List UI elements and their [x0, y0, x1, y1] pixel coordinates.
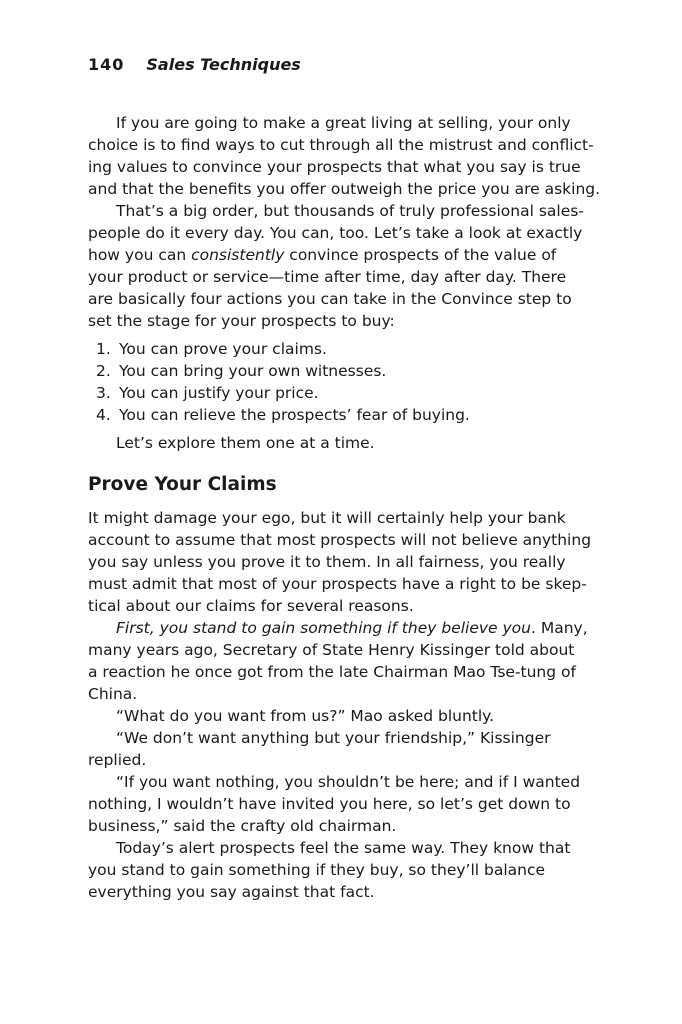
text-line: people do it every day. You can, too. Let’s take a look at exactly [88, 224, 583, 242]
list-number: 1. [96, 340, 111, 358]
list-text: You can justify your price. [119, 384, 319, 402]
page-body [88, 112, 601, 903]
list-text: You can relieve the prospects’ fear of buying. [119, 406, 470, 424]
text-line: you say unless you prove it to them. In all fairness, you really [88, 553, 566, 571]
paragraph-section-6 [88, 837, 598, 903]
text-line: business,” said the crafty old chairman. [88, 817, 397, 835]
text-span: convince prospects of the value of [284, 246, 557, 264]
paragraph-section-3: “What do you want from us?” Mao asked bluntly. [116, 707, 495, 725]
text-line: That’s a big order, but thousands of truly professional sales- [116, 202, 584, 220]
text-line [88, 244, 598, 266]
list-number: 3. [96, 384, 111, 402]
text-line: “We don’t want anything but your friendship,” Kissinger [116, 729, 551, 747]
paragraph-section-5 [88, 771, 598, 837]
text-line: It might damage your ego, but it will certainly help your bank [88, 509, 566, 527]
text-line: many years ago, Secretary of State Henry Kissinger told about [88, 641, 575, 659]
list-text: You can bring your own witnesses. [119, 362, 387, 380]
text-span: . Many, [531, 619, 588, 637]
text-line: nothing, I wouldn’t have invited you here, so let’s get down to [88, 795, 571, 813]
text-line: “If you want nothing, you shouldn’t be here; and if I wanted [116, 773, 581, 791]
emphasis-text: consistently [191, 246, 285, 264]
running-title: Sales Techniques [146, 55, 301, 74]
paragraph-section-4 [88, 727, 598, 771]
numbered-list [88, 338, 598, 426]
paragraph-section-1 [88, 507, 598, 617]
text-line: set the stage for your prospects to buy: [88, 312, 395, 330]
text-line [88, 617, 598, 639]
paragraph-section-2 [88, 617, 598, 705]
text-line: ing values to convince your prospects that what you say is true [88, 158, 581, 176]
page-number: 140 [88, 55, 125, 74]
paragraph-explore: Let’s explore them one at a time. [116, 434, 375, 452]
text-line: If you are going to make a great living at selling, your only [116, 114, 571, 132]
text-line: China. [88, 685, 138, 703]
list-item [88, 382, 598, 404]
text-line: replied. [88, 751, 147, 769]
text-line: you stand to gain something if they buy, so they’ll balance [88, 861, 546, 879]
list-number: 4. [96, 406, 111, 424]
text-line: everything you say against that fact. [88, 883, 375, 901]
text-line: account to assume that most prospects will not believe anything [88, 531, 592, 549]
text-line: and that the benefits you offer outweigh the price you are asking. [88, 180, 601, 198]
list-number: 2. [96, 362, 111, 380]
section-heading: Prove Your Claims [88, 474, 277, 495]
text-span: how you can [88, 246, 192, 264]
list-item [88, 338, 598, 360]
text-line: choice is to find ways to cut through all the mistrust and conflict- [88, 136, 594, 154]
list-item [88, 404, 598, 426]
text-line: must admit that most of your prospects have a right to be skep- [88, 575, 587, 593]
paragraph-intro-2 [88, 200, 598, 332]
text-line: a reaction he once got from the late Chairman Mao Tse-tung of [88, 663, 576, 681]
running-header [88, 55, 301, 74]
text-line: Today’s alert prospects feel the same way. They know that [116, 839, 571, 857]
text-line: tical about our claims for several reasons. [88, 597, 414, 615]
emphasis-text: First, you stand to gain something if they believe you [116, 619, 531, 637]
paragraph-intro-1 [88, 112, 601, 200]
text-line: your product or service—time after time, day after day. There [88, 268, 567, 286]
list-item [88, 360, 598, 382]
text-line: are basically four actions you can take in the Convince step to [88, 290, 572, 308]
list-text: You can prove your claims. [119, 340, 327, 358]
